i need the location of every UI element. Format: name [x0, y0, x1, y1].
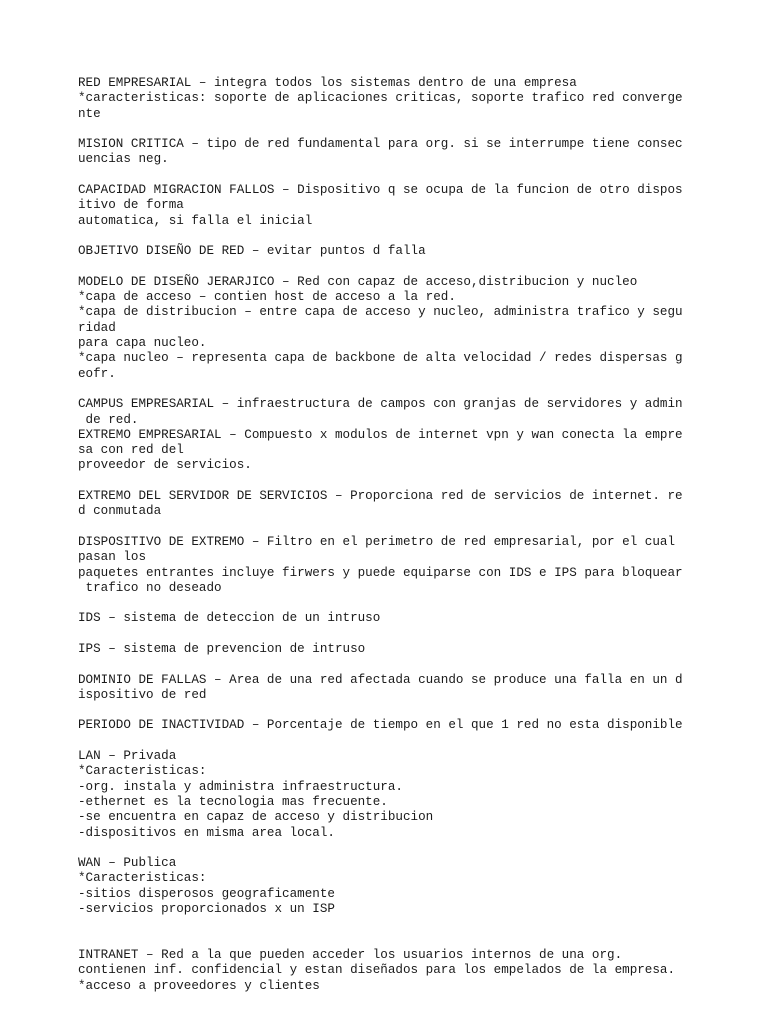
blank-line	[78, 520, 708, 535]
text-line: EXTREMO EMPRESARIAL – Compuesto x modulos de internet vpn y wan conecta la empre	[78, 427, 683, 442]
text-line: CAMPUS EMPRESARIAL – infraestructura de campos con granjas de servidores y admin	[78, 397, 683, 412]
text-line: sa con red del	[78, 443, 184, 458]
text-line: uencias neg.	[78, 152, 169, 167]
text-line: PERIODO DE INACTIVIDAD – Porcentaje de tiempo en el que 1 red no esta disponible	[78, 718, 683, 733]
blank-line	[78, 841, 708, 856]
text-line: DOMINIO DE FALLAS – Area de una red afectada cuando se produce una falla en un d	[78, 672, 683, 687]
text-line: -ethernet es la tecnologia mas frecuente.	[78, 794, 388, 809]
text-line: pasan los	[78, 550, 147, 565]
text-line: INTRANET – Red a la que pueden acceder los usuarios internos de una org.	[78, 947, 623, 962]
text-line: nte	[78, 106, 101, 121]
document-text	[78, 76, 708, 994]
text-line: -sitios disperosos geograficamente	[78, 886, 335, 901]
text-line: *Caracteristicas:	[78, 871, 207, 886]
text-line: de red.	[78, 412, 139, 427]
text-line: -dispositivos en misma area local.	[78, 825, 335, 840]
blank-line	[78, 917, 708, 932]
blank-line	[78, 474, 708, 489]
blank-line	[78, 657, 708, 672]
text-line: OBJETIVO DISEÑO DE RED – evitar puntos d falla	[78, 244, 426, 259]
blank-line	[78, 382, 708, 397]
text-line: *acceso a proveedores y clientes	[78, 978, 320, 993]
text-line: ridad	[78, 320, 116, 335]
blank-line	[78, 734, 708, 749]
text-line: eofr.	[78, 366, 116, 381]
text-line: EXTREMO DEL SERVIDOR DE SERVICIOS – Proporciona red de servicios de internet. re	[78, 489, 683, 504]
text-line: *capa de distribucion – entre capa de acceso y nucleo, administra trafico y segu	[78, 305, 683, 320]
text-line: IPS – sistema de prevencion de intruso	[78, 641, 366, 656]
text-line: DISPOSITIVO DE EXTREMO – Filtro en el perimetro de red empresarial, por el cual	[78, 534, 676, 549]
text-line: para capa nucleo.	[78, 336, 207, 351]
text-line: -servicios proporcionados x un ISP	[78, 902, 335, 917]
text-line: *capa nucleo – representa capa de backbone de alta velocidad / redes dispersas g	[78, 351, 683, 366]
text-line: WAN – Publica	[78, 856, 177, 871]
text-line: d conmutada	[78, 504, 162, 519]
blank-line	[78, 122, 708, 137]
text-line: RED EMPRESARIAL – integra todos los sistemas dentro de una empresa	[78, 76, 577, 90]
text-line: MODELO DE DISEÑO JERARJICO – Red con capaz de acceso,distribucion y nucleo	[78, 274, 638, 289]
blank-line	[78, 627, 708, 642]
blank-line	[78, 260, 708, 275]
text-line: -se encuentra en capaz de acceso y distribucion	[78, 810, 434, 825]
text-line: *Caracteristicas:	[78, 764, 207, 779]
text-line: paquetes entrantes incluye firwers y puede equiparse con IDS e IPS para bloquear	[78, 565, 683, 580]
text-line: CAPACIDAD MIGRACION FALLOS – Dispositivo q se ocupa de la funcion de otro dispos	[78, 183, 683, 198]
blank-line	[78, 933, 708, 948]
text-line: -org. instala y administra infraestructura.	[78, 779, 403, 794]
text-line: LAN – Privada	[78, 749, 177, 764]
blank-line	[78, 703, 708, 718]
text-line: *caracteristicas: soporte de aplicaciones criticas, soporte trafico red converge	[78, 91, 683, 106]
text-line: proveedor de servicios.	[78, 458, 252, 473]
text-line: trafico no deseado	[78, 580, 222, 595]
text-line: contienen inf. confidencial y estan diseñados para los empelados de la empresa.	[78, 963, 676, 978]
text-line: IDS – sistema de deteccion de un intruso	[78, 611, 381, 626]
text-line: MISION CRITICA – tipo de red fundamental para org. si se interrumpe tiene consec	[78, 137, 683, 152]
text-line: automatica, si falla el inicial	[78, 213, 313, 228]
text-line: ispositivo de red	[78, 687, 207, 702]
text-line: itivo de forma	[78, 198, 184, 213]
blank-line	[78, 229, 708, 244]
blank-line	[78, 168, 708, 183]
text-line: *capa de acceso – contien host de acceso a la red.	[78, 290, 456, 305]
blank-line	[78, 596, 708, 611]
